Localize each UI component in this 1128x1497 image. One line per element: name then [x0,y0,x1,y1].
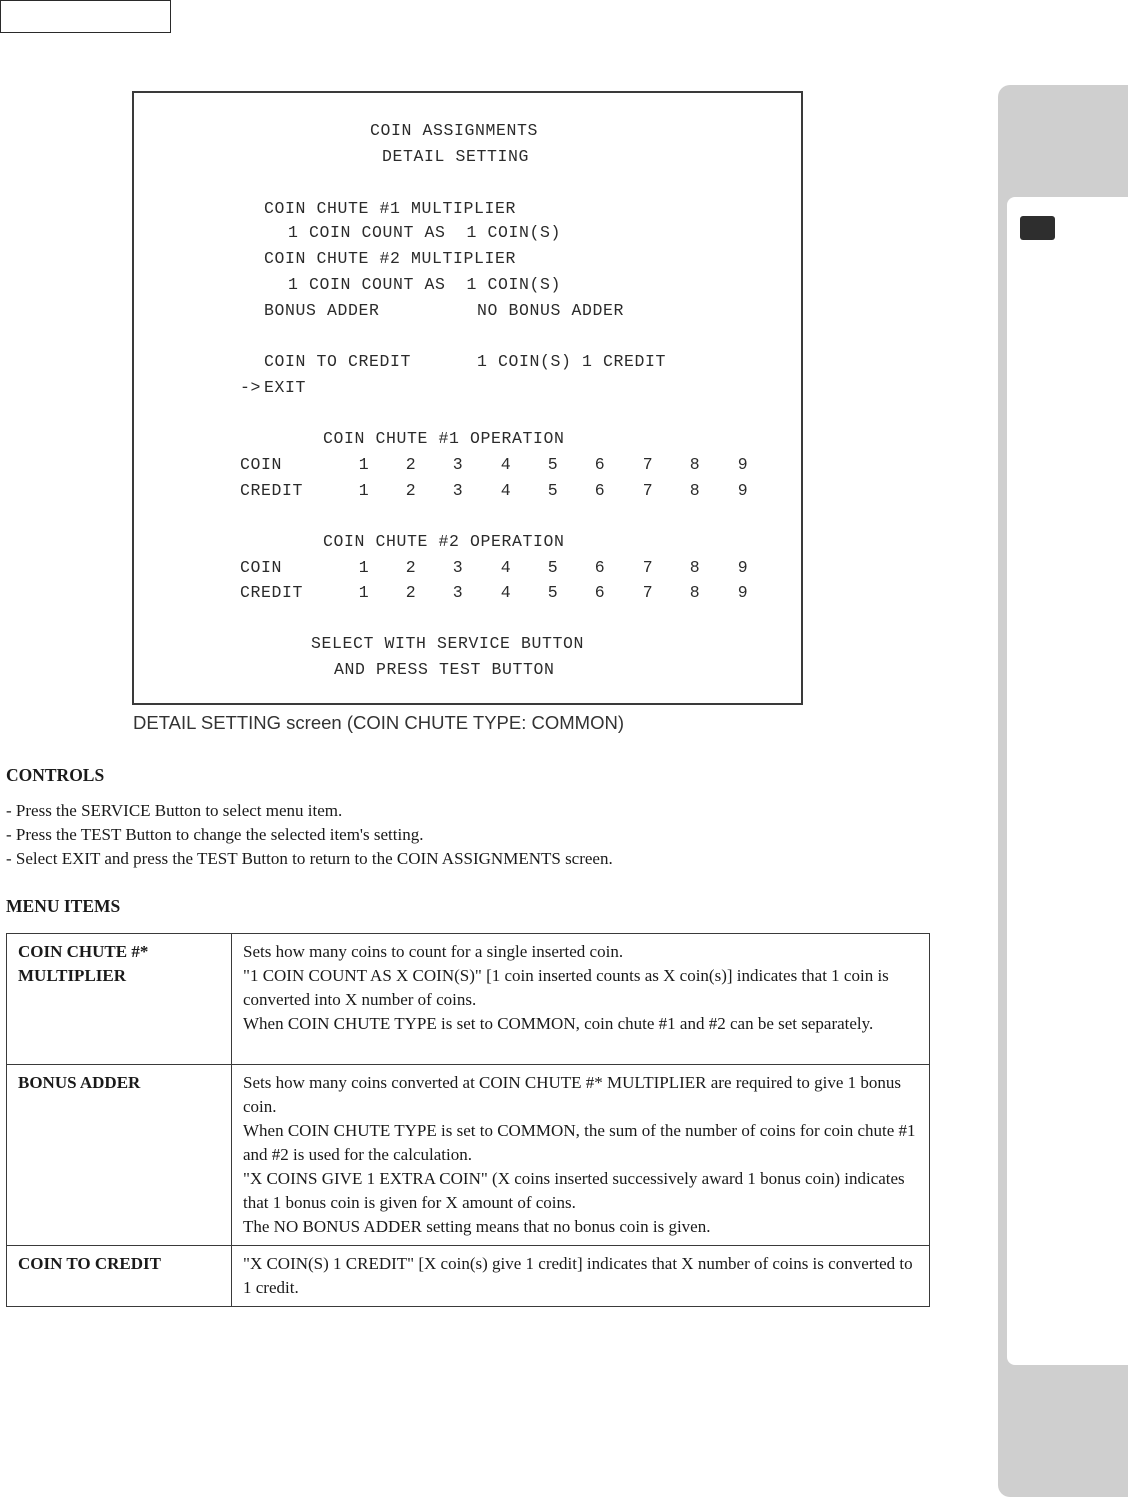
chute1-multiplier-value: 1 COIN COUNT AS 1 COIN(S) [288,223,562,242]
chute1-coin-value: 8 [689,455,701,474]
description-line: "1 COIN COUNT AS X COIN(S)" [1 coin inserted counts as X coin(s)] indicates that 1 coin is converted into X number of coins. [243,966,889,1009]
chute2-coin-value: 6 [594,558,606,577]
chute2-coin-value: 5 [547,558,559,577]
menu-item-name-line: COIN CHUTE #* [18,942,149,961]
chute2-credit-value: 4 [500,583,512,602]
chute1-credit-label: CREDIT [240,481,304,500]
chute2-credit-value: 3 [452,583,464,602]
controls-item: - Press the SERVICE Button to select menu item. [6,801,343,820]
chute2-credit-label: CREDIT [240,583,304,602]
chute1-credit-value: 5 [547,481,559,500]
chute2-operation-title: COIN CHUTE #2 OPERATION [323,532,565,551]
menu-item-description [232,1246,930,1307]
page-tag-box [0,0,171,33]
description-line: The NO BONUS ADDER setting means that no bonus coin is given. [243,1217,711,1236]
chute2-coin-value: 4 [500,558,512,577]
chute1-coin-value: 9 [737,455,749,474]
coin-to-credit-value: 1 COIN(S) 1 CREDIT [477,352,667,371]
chute2-coin-value: 3 [452,558,464,577]
selection-cursor: -> [240,378,262,397]
chute2-coin-value: 7 [642,558,654,577]
menu-items-table [6,933,930,1307]
chute2-credit-value: 2 [405,583,417,602]
chute1-coin-value: 4 [500,455,512,474]
description-line: When COIN CHUTE TYPE is set to COMMON, the sum of the number of coins for coin chute #1 and #2 is used for the calculation. [243,1121,916,1164]
chute2-multiplier-value: 1 COIN COUNT AS 1 COIN(S) [288,275,562,294]
description-line: Sets how many coins to count for a single inserted coin. [243,942,624,961]
description-line: "X COIN(S) 1 CREDIT" [X coin(s) give 1 credit] indicates that X number of coins is converted to 1 credit. [243,1254,913,1297]
menu-item-name-line: MULTIPLIER [18,966,127,985]
chute2-credit-value: 9 [737,583,749,602]
screen-title: COIN ASSIGNMENTS [370,121,539,140]
chute2-credit-value: 5 [547,583,559,602]
table-row [7,934,930,1065]
chute2-credit-value: 7 [642,583,654,602]
menu-item-description [232,934,930,1065]
chute1-coin-value: 7 [642,455,654,474]
chute2-coin-value: 1 [358,558,370,577]
chute2-credit-value: 8 [689,583,701,602]
chute1-coin-value: 3 [452,455,464,474]
figure-caption: DETAIL SETTING screen (COIN CHUTE TYPE: COMMON) [133,712,624,733]
description-line: Sets how many coins converted at COIN CHUTE #* MULTIPLIER are required to give 1 bonus coin. [243,1073,902,1116]
chute1-coin-value: 6 [594,455,606,474]
menu-item-description [232,1065,930,1246]
chapter-index-marker [1020,216,1055,240]
chapter-side-tab-window [1007,197,1128,1365]
chute1-credit-value: 6 [594,481,606,500]
chute1-coin-value: 2 [405,455,417,474]
chute2-coin-value: 9 [737,558,749,577]
chute2-coin-value: 2 [405,558,417,577]
chute1-credit-value: 8 [689,481,701,500]
menu-items-heading: MENU ITEMS [6,896,121,916]
chute1-coin-label: COIN [240,455,283,474]
chute1-coin-value: 5 [547,455,559,474]
menu-item-chute1-multiplier[interactable]: COIN CHUTE #1 MULTIPLIER [264,199,517,218]
menu-item-bonus-adder[interactable]: BONUS ADDER [264,301,380,320]
table-row [7,1065,930,1246]
chute1-credit-value: 9 [737,481,749,500]
menu-item-exit[interactable]: EXIT [264,378,307,397]
menu-item-name [7,1246,232,1307]
menu-item-name-line: BONUS ADDER [18,1073,141,1092]
detail-setting-screen [132,91,803,705]
chute1-operation-title: COIN CHUTE #1 OPERATION [323,429,565,448]
chute2-credit-value: 6 [594,583,606,602]
menu-item-name [7,934,232,1065]
chute2-coin-label: COIN [240,558,283,577]
description-line: "X COINS GIVE 1 EXTRA COIN" (X coins inserted successively award 1 bonus coin) indicates that 1 bonus coin is given for X amount of coins. [243,1169,905,1212]
description-line: When COIN CHUTE TYPE is set to COMMON, coin chute #1 and #2 can be set separately. [243,1014,874,1033]
chute1-credit-value: 2 [405,481,417,500]
chute1-credit-value: 1 [358,481,370,500]
menu-item-name-line: COIN TO CREDIT [18,1254,161,1273]
chute1-credit-value: 4 [500,481,512,500]
chute1-coin-value: 1 [358,455,370,474]
menu-item-name [7,1065,232,1246]
controls-heading: CONTROLS [6,765,105,785]
screen-subtitle: DETAIL SETTING [382,147,530,166]
chute2-coin-value: 8 [689,558,701,577]
bonus-adder-value: NO BONUS ADDER [477,301,625,320]
screen-footer-line2: AND PRESS TEST BUTTON [334,660,555,679]
menu-item-chute2-multiplier[interactable]: COIN CHUTE #2 MULTIPLIER [264,249,517,268]
menu-item-coin-to-credit[interactable]: COIN TO CREDIT [264,352,412,371]
table-row [7,1246,930,1307]
chute1-credit-value: 3 [452,481,464,500]
screen-footer-line1: SELECT WITH SERVICE BUTTON [311,634,585,653]
chute2-credit-value: 1 [358,583,370,602]
controls-item: - Select EXIT and press the TEST Button to return to the COIN ASSIGNMENTS screen. [6,849,613,868]
chute1-credit-value: 7 [642,481,654,500]
controls-item: - Press the TEST Button to change the selected item's setting. [6,825,424,844]
